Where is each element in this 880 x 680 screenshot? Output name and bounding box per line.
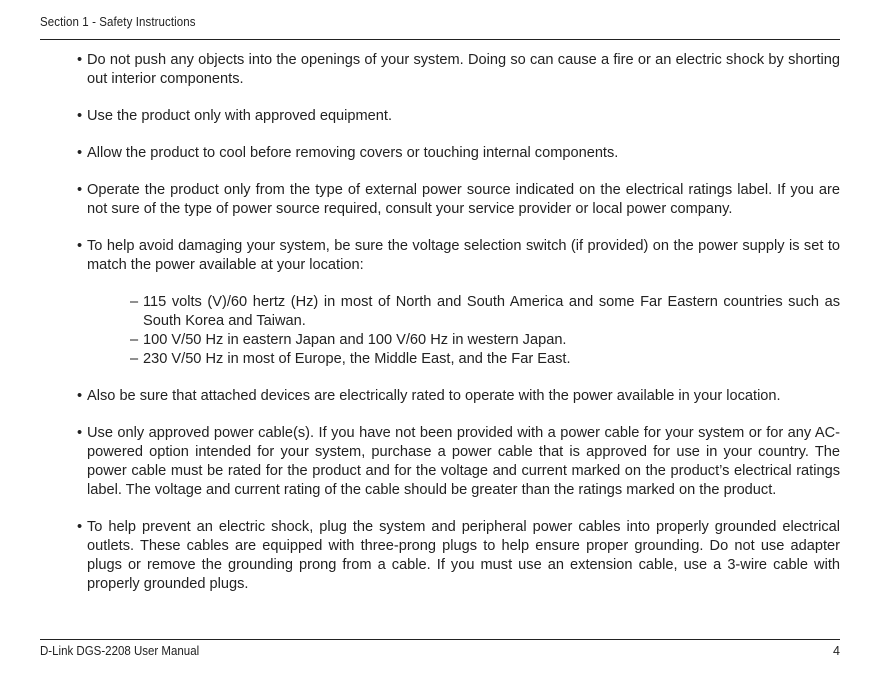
- voltage-option: [130, 293, 840, 331]
- list-item-text: Use only approved power cable(s). If you have not been provided with a power cable for your system or for any AC-powered option intended for your system, purchase a power cable that is approved for use in your country. The power cable must be rated for the product and for the voltage and current marked on the product’s electrical ratings label. The voltage and current rating of the cable should be greater than the ratings marked on the product.: [87, 425, 840, 498]
- voltage-option: [130, 350, 840, 369]
- bullet-icon: •: [77, 145, 83, 161]
- list-item-text: To help prevent an electric shock, plug the system and peripheral power cables into properly grounded electrical outlets. These cables are equipped with three-prong plugs to help ensure proper grounding. Do not use adapter plugs or remove the grounding prong from a cable. If you must use an extension cable, use a 3-wire cable with properly grounded plugs.: [87, 519, 840, 592]
- voltage-option: [130, 331, 840, 350]
- manual-name: D-Link DGS-2208 User Manual: [40, 644, 200, 658]
- list-item: [77, 107, 840, 126]
- list-item-text: Also be sure that attached devices are electrically rated to operate with the power available in your location.: [87, 388, 781, 404]
- list-item-text: Allow the product to cool before removing covers or touching internal components.: [87, 145, 619, 161]
- dash-icon: –: [130, 332, 139, 348]
- list-item: [77, 424, 840, 500]
- list-item-text: To help avoid damaging your system, be sure the voltage selection switch (if provided) on the power supply is set to match the power available at your location:: [87, 238, 840, 273]
- footer-divider: [40, 639, 840, 640]
- bullet-icon: •: [77, 182, 83, 198]
- voltage-option-text: 115 volts (V)/60 hertz (Hz) in most of North and South America and some Far Eastern countries such as South Korea and Taiwan.: [143, 294, 840, 329]
- dash-icon: –: [130, 294, 139, 310]
- list-item-text: Operate the product only from the type of external power source indicated on the electrical ratings label. If you are not sure of the type of power source required, consult your service provider or local power company.: [87, 182, 840, 217]
- list-item: [77, 181, 840, 219]
- list-item: [77, 518, 840, 594]
- list-item: [77, 144, 840, 163]
- header-divider: [40, 39, 840, 40]
- voltage-option-text: 230 V/50 Hz in most of Europe, the Middle East, and the Far East.: [143, 351, 571, 367]
- list-item: [77, 51, 840, 89]
- voltage-option-text: 100 V/50 Hz in eastern Japan and 100 V/60 Hz in western Japan.: [143, 332, 567, 348]
- list-item: [77, 387, 840, 406]
- bullet-icon: •: [77, 108, 83, 124]
- bullet-icon: •: [77, 519, 83, 535]
- list-item-text: Use the product only with approved equipment.: [87, 108, 393, 124]
- safety-instructions-list: [77, 51, 840, 612]
- dash-icon: –: [130, 351, 139, 367]
- list-item: [77, 237, 840, 369]
- page-number: 4: [833, 644, 840, 658]
- bullet-icon: •: [77, 388, 83, 404]
- bullet-icon: •: [77, 52, 83, 68]
- list-item-text: Do not push any objects into the openings of your system. Doing so can cause a fire or an electric shock by shorting out interior components.: [87, 52, 840, 87]
- bullet-icon: •: [77, 425, 83, 441]
- voltage-options-list: [87, 293, 840, 369]
- section-title: Section 1 - Safety Instructions: [40, 15, 196, 29]
- bullet-icon: •: [77, 238, 83, 254]
